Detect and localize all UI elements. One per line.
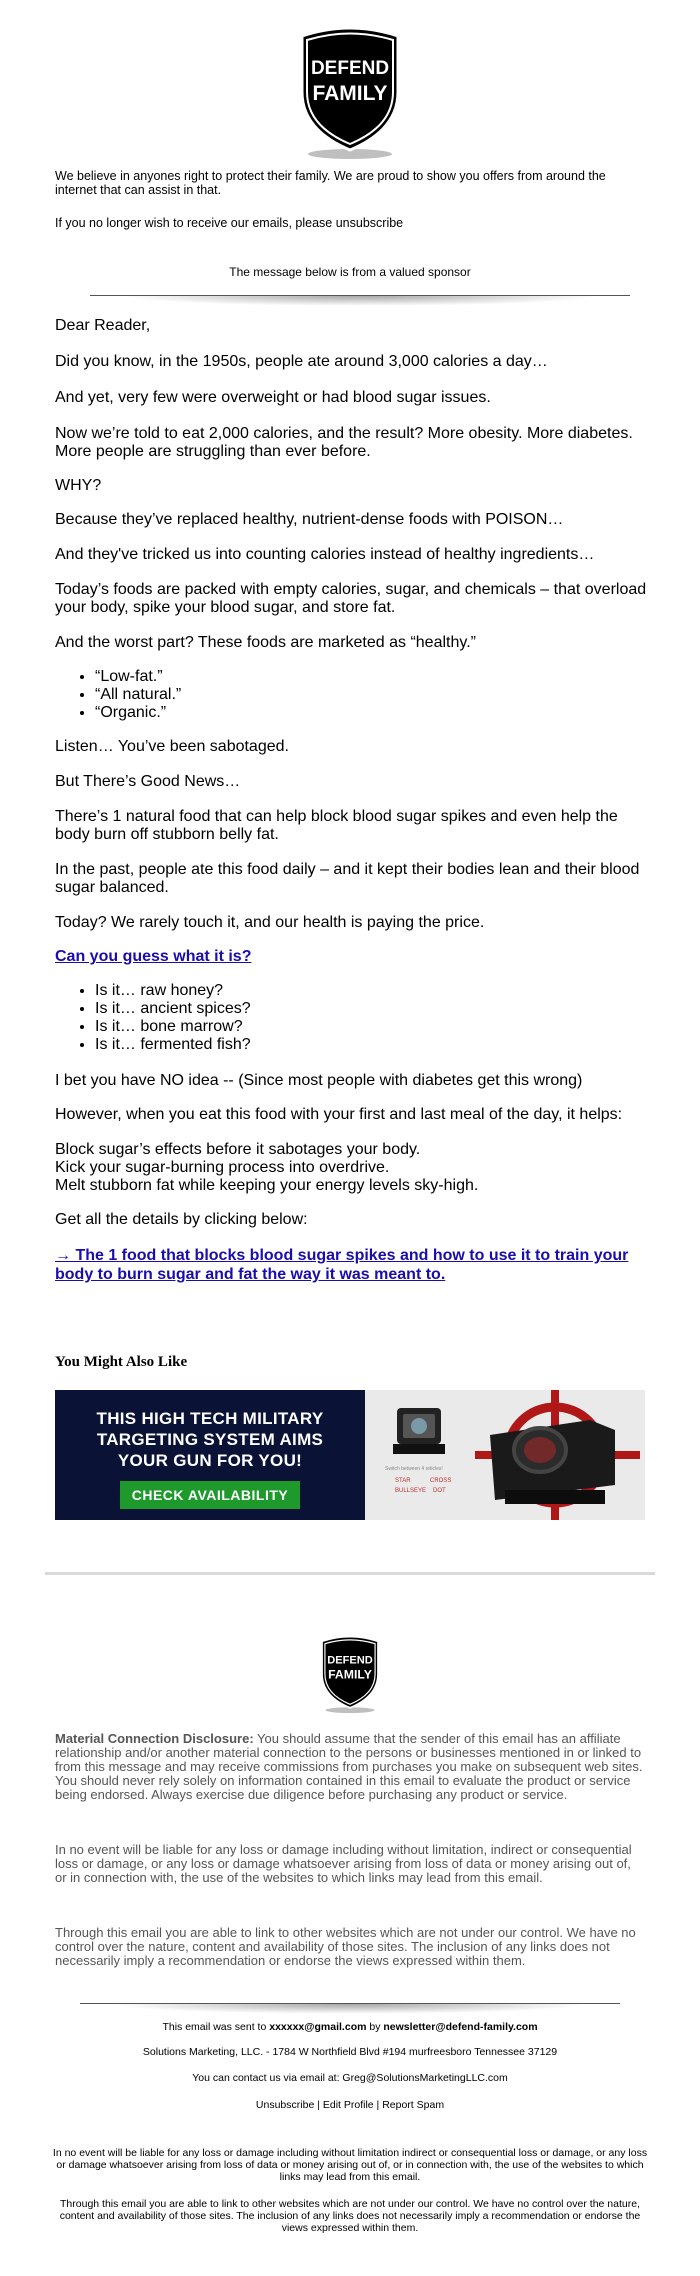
report-spam-link[interactable]: Report Spam	[382, 2099, 445, 2111]
sent-by: by	[366, 2021, 384, 2033]
paragraph-7: Today’s foods are packed with empty calories, sugar, and chemicals – that overload your body, spike your blood sugar, and store fat.	[55, 581, 647, 616]
logo-line2: FAMILY	[312, 82, 388, 105]
recipient-email: xxxxxx@gmail.com	[269, 2021, 367, 2033]
paragraph-13: Today? We rarely touch it, and our health is paying the price.	[55, 914, 485, 931]
related-heading: You Might Also Like	[55, 1354, 188, 1370]
list-item: • “Organic.”	[95, 704, 650, 722]
guess-list	[55, 982, 650, 1054]
reticle-star: STAR	[395, 1478, 411, 1484]
guess-link[interactable]: Can you guess what it is?	[55, 948, 252, 965]
unsubscribe-link[interactable]: unsubscribe	[335, 216, 404, 230]
sponsor-note: The message below is from a valued sponsor	[229, 265, 471, 279]
material-disclosure	[55, 1732, 645, 1802]
paragraph-10: But There’s Good News…	[55, 773, 241, 790]
disclosure-label: Material Connection Disclosure:	[55, 1731, 254, 1746]
footer-links-disclaimer: Through this email you are able to link to other websites which are not under our control. We have no control over the nature, content and availability of those sites. The inclusion of any links does not necessarily imply a recommendation or endorse the views expressed within them.	[59, 2198, 641, 2234]
logo-line1: DEFEND	[310, 58, 390, 79]
benefit-1: Block sugar’s effects before it sabotages your body.	[55, 1141, 421, 1158]
paragraph-6: And they've tricked us into counting calories instead of healthy ingredients…	[55, 546, 595, 563]
list-item: • Is it… fermented fish?	[95, 1036, 650, 1054]
main-offer-link[interactable]: → The 1 food that blocks blood sugar spikes and how to use it to train your body to burn sugar and fat the way it was meant to.	[55, 1247, 629, 1283]
unsubscribe-prefix: If you no longer wish to receive our emails, please	[55, 216, 333, 230]
paragraph-12: In the past, people ate this food daily – and it kept their bodies lean and their blood sugar balanced.	[55, 861, 640, 896]
benefit-2: Kick your sugar-burning process into overdrive.	[55, 1159, 390, 1176]
list-item: • “All natural.”	[95, 686, 650, 704]
paragraph-9: Listen… You’ve been sabotaged.	[55, 738, 289, 755]
contact-line: You can contact us via email at: Greg@SolutionsMarketingLLC.com	[192, 2072, 508, 2084]
paragraph-15: However, when you eat this food with your first and last meal of the day, it helps:	[55, 1106, 623, 1123]
ad-left-panel	[55, 1390, 365, 1520]
unsubscribe-footer-link[interactable]: Unsubscribe	[255, 2099, 315, 2111]
defend-family-shield-logo	[290, 22, 410, 162]
footer-logo-line2: FAMILY	[328, 1667, 372, 1682]
company-address: Solutions Marketing, LLC. - 1784 W Northfield Blvd #194 murfreesboro Tennessee 37129	[142, 2046, 558, 2058]
link-separator: |	[373, 2099, 383, 2111]
unsubscribe-line	[55, 216, 645, 230]
ad-title: THIS HIGH TECH MILITARY TARGETING SYSTEM AIMS YOUR GUN FOR YOU!	[96, 1409, 324, 1470]
disclosure-text: You should assume that the sender of this email has an affiliate relationship and/or another material connection to the persons or businesses mentioned in or linked to from this message and may receive commissions from purchases you make on subsequent web sites. You should never rely solely on information contained in this email to evaluate the product or service being endorsed. Always exercise due diligence before purchasing any product or service.	[55, 1731, 643, 1802]
sponsored-ad-banner[interactable]	[55, 1390, 645, 1520]
paragraph-3: Now we’re told to eat 2,000 calories, and the result? More obesity. More diabetes. More people are struggling than ever before.	[55, 425, 633, 460]
footer-links	[50, 2099, 650, 2111]
sender-email: newsletter@defend-family.com	[383, 2021, 538, 2033]
list-item: • Is it… ancient spices?	[95, 1000, 650, 1018]
footer-logo-line1: DEFEND	[327, 1654, 373, 1667]
paragraph-4: WHY?	[55, 477, 102, 494]
list-item: • Is it… raw honey?	[95, 982, 650, 1000]
benefit-3: Melt stubborn fat while keeping your energy levels sky-high.	[55, 1177, 479, 1194]
paragraph-2: And yet, very few were overweight or had blood sugar issues.	[55, 389, 491, 406]
link-separator: |	[314, 2099, 323, 2111]
red-dot-sight-icon	[365, 1390, 645, 1520]
paragraph-8: And the worst part? These foods are marketed as “healthy.”	[55, 634, 476, 651]
paragraph-1: Did you know, in the 1950s, people ate around 3,000 calories a day…	[55, 353, 548, 370]
benefits	[55, 1141, 650, 1195]
paragraph-14: I bet you have NO idea -- (Since most people with diabetes get this wrong)	[55, 1072, 583, 1089]
intro-text: We believe in anyones right to protect their family. We are proud to show you offers from around the internet that can assist in that.	[55, 169, 606, 197]
sent-prefix: This email was sent to	[162, 2021, 270, 2033]
sent-to-line	[50, 2021, 650, 2033]
paragraph-16: Get all the details by clicking below:	[55, 1211, 308, 1228]
reticle-bullseye: BULLSEYE	[395, 1488, 427, 1494]
paragraph-11: There’s 1 natural food that can help block blood sugar spikes and even help the body burn off stubborn belly fat.	[55, 808, 618, 843]
ad-product-image	[365, 1390, 645, 1520]
ad-caption: Switch between 4 reticles!	[385, 1466, 443, 1472]
reticle-cross: CROSS	[430, 1478, 452, 1484]
check-availability-button[interactable]: CHECK AVAILABILITY	[120, 1481, 301, 1509]
liability-disclaimer: In no event will be liable for any loss or damage including without limitation, indirect or consequential loss or damage, or any loss or damage whatsoever arising from loss of data or money arising out of, or in connection with, the use of the websites to which links may lead from this email.	[55, 1842, 632, 1885]
defend-family-shield-logo-footer	[315, 1633, 385, 1715]
greeting: Dear Reader,	[55, 317, 151, 334]
reticle-dot: DOT	[433, 1488, 446, 1494]
footer-liability: In no event will be liable for any loss or damage including without limitation indirect or consequential loss or damage, or any loss or damage whatsoever arising from loss of data or money arising out of, or in connection with, the use of the websites to which links may lead from this email.	[52, 2147, 648, 2183]
external-links-disclaimer: Through this email you are able to link to other websites which are not under our control. We have no control over the nature, content and availability of those sites. The inclusion of any links does not necessarily imply a recommendation or endorse the views expressed within them.	[55, 1925, 636, 1968]
edit-profile-link[interactable]: Edit Profile	[322, 2099, 374, 2111]
label-list	[55, 668, 650, 722]
footer-divider	[80, 2003, 620, 2017]
list-item: • Is it… bone marrow?	[95, 1018, 650, 1036]
list-item: • “Low-fat.”	[95, 668, 650, 686]
sponsor-divider	[90, 295, 630, 309]
section-divider	[45, 1572, 655, 1575]
paragraph-5: Because they’ve replaced healthy, nutrient-dense foods with POISON…	[55, 511, 564, 528]
